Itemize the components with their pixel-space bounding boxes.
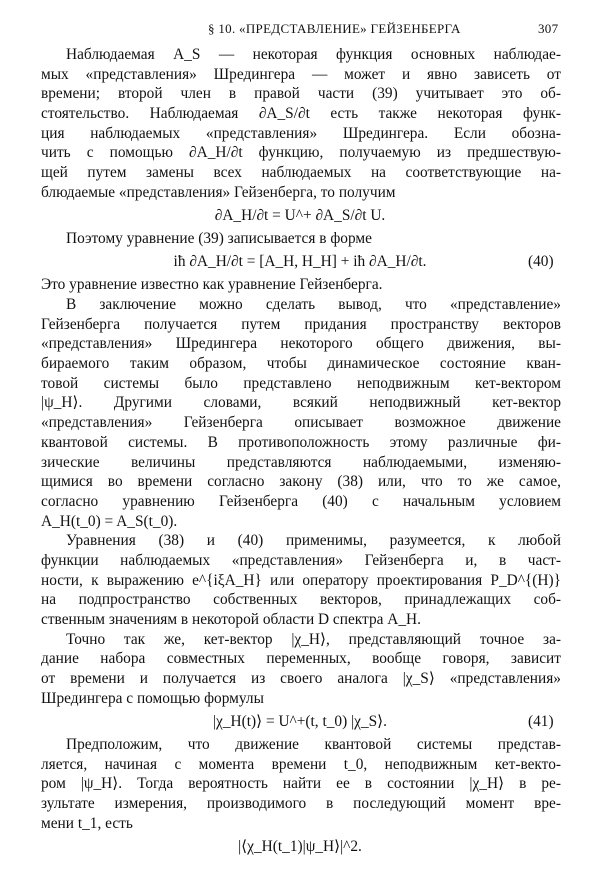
text-line: |ψ_H⟩. Другими словами, всякий неподвижный кет-вектор <box>41 394 561 412</box>
text-line: ция наблюдаемых «представления» Шредингера. Если обозна- <box>41 124 561 142</box>
text-line: Это уравнение известно как уравнение Гейзенберга. <box>41 276 383 294</box>
text-line: щей путем замены всех наблюдаемых на соответствующие на- <box>41 164 561 182</box>
text-line: щимися во времени согласно закону (38) или, что то же самое, <box>41 473 561 491</box>
text-line: Гейзенберга получается путем придания пространству векторов <box>41 315 561 333</box>
text-line: Поэтому уравнение (39) записывается в форме <box>66 230 372 248</box>
equation-number-40: (40) <box>528 253 554 271</box>
text-line: «представления» Гейзенберга описывает возможное движение <box>41 414 561 432</box>
text-line: блюдаемые «представления» Гейзенберга, то получим <box>41 183 396 201</box>
text-line: Точно так же, кет-вектор |χ_H⟩, представляющий точное за- <box>66 630 561 648</box>
text-line: чить с помощью ∂A_H/∂t функцию, получаемую из предшествую- <box>41 144 561 162</box>
text-line: мени t_1, есть <box>41 814 133 832</box>
text-line: зультате измерения, производимого в последующий момент вре- <box>41 795 561 813</box>
text-line: ром |ψ_H⟩. Тогда вероятность найти ее в состоянии |χ_H⟩ в ре- <box>41 775 561 793</box>
text-line: бираемого таким образом, чтобы динамическое состояние кван- <box>41 355 561 373</box>
equation-transform: ∂A_H/∂t = U^+ ∂A_S/∂t U. <box>214 206 386 224</box>
equation-40: iħ ∂A_H/∂t = [A_H, H_H] + iħ ∂A_H/∂t. <box>173 253 427 271</box>
text-line: времени; второй член в правой части (39) учитывает это об- <box>41 85 561 103</box>
equation-41: |χ_H(t)⟩ = U^+(t, t_0) |χ_S⟩. <box>212 712 388 730</box>
text-line: Уравнения (38) и (40) применимы, разумеется, к любой <box>66 532 561 550</box>
text-line: A_H(t_0) = A_S(t_0). <box>41 512 178 530</box>
text-line: Наблюдаемая A_S — некоторая функция основных наблюдае- <box>66 46 561 63</box>
equation-probability: |⟨χ_H(t_1)|ψ_H⟩|^2. <box>238 837 362 855</box>
text-line: ственным значениям в некоторой области D спектра A_H. <box>41 611 421 628</box>
text-line: зические величины представляются наблюдаемыми, изменяю- <box>41 453 561 471</box>
text-line: Шредингера с помощью формулы <box>41 689 264 707</box>
text-line: «представления» Шредингера некоторого общего движения, вы- <box>41 335 561 353</box>
text-line: согласно уравнению Гейзенберга (40) с начальным условием <box>41 492 561 510</box>
text-line: В заключение можно сделать вывод, что «представление» <box>66 296 561 313</box>
equation-number-41: (41) <box>528 712 554 730</box>
text-line: квантовой системы. В противоположность этому различные фи- <box>41 433 561 451</box>
text-line: от времени и получается из своего аналога |χ_S⟩ «представления» <box>41 670 561 687</box>
text-line: дание набора совместных переменных, вообще говоря, зависит <box>41 650 561 668</box>
text-line: ности, к выражению e^{iξA_H} или оператору проектирования P_D^{(H)} <box>41 571 561 589</box>
page-number: 307 <box>538 21 559 36</box>
text-line: Предположим, что движение квантовой системы представ- <box>66 736 561 753</box>
text-line: товой системы было представлено неподвижным кет-вектором <box>41 374 561 392</box>
text-line: мых «представления» Шредингера — может и явно зависеть от <box>41 65 561 83</box>
text-line: ляется, начиная с момента времени t_0, неподвижным кет-векто- <box>41 755 561 773</box>
text-line: функции наблюдаемых «представления» Гейзенберга и, в част- <box>41 551 561 569</box>
text-line: на подпространство собственных векторов, принадлежащих соб- <box>41 591 561 609</box>
running-head: § 10. «ПРЕДСТАВЛЕНИЕ» ГЕЙЗЕНБЕРГА <box>208 21 461 36</box>
text-line: стоятельство. Наблюдаемая ∂A_S/∂t есть также некоторая функ- <box>41 105 561 123</box>
